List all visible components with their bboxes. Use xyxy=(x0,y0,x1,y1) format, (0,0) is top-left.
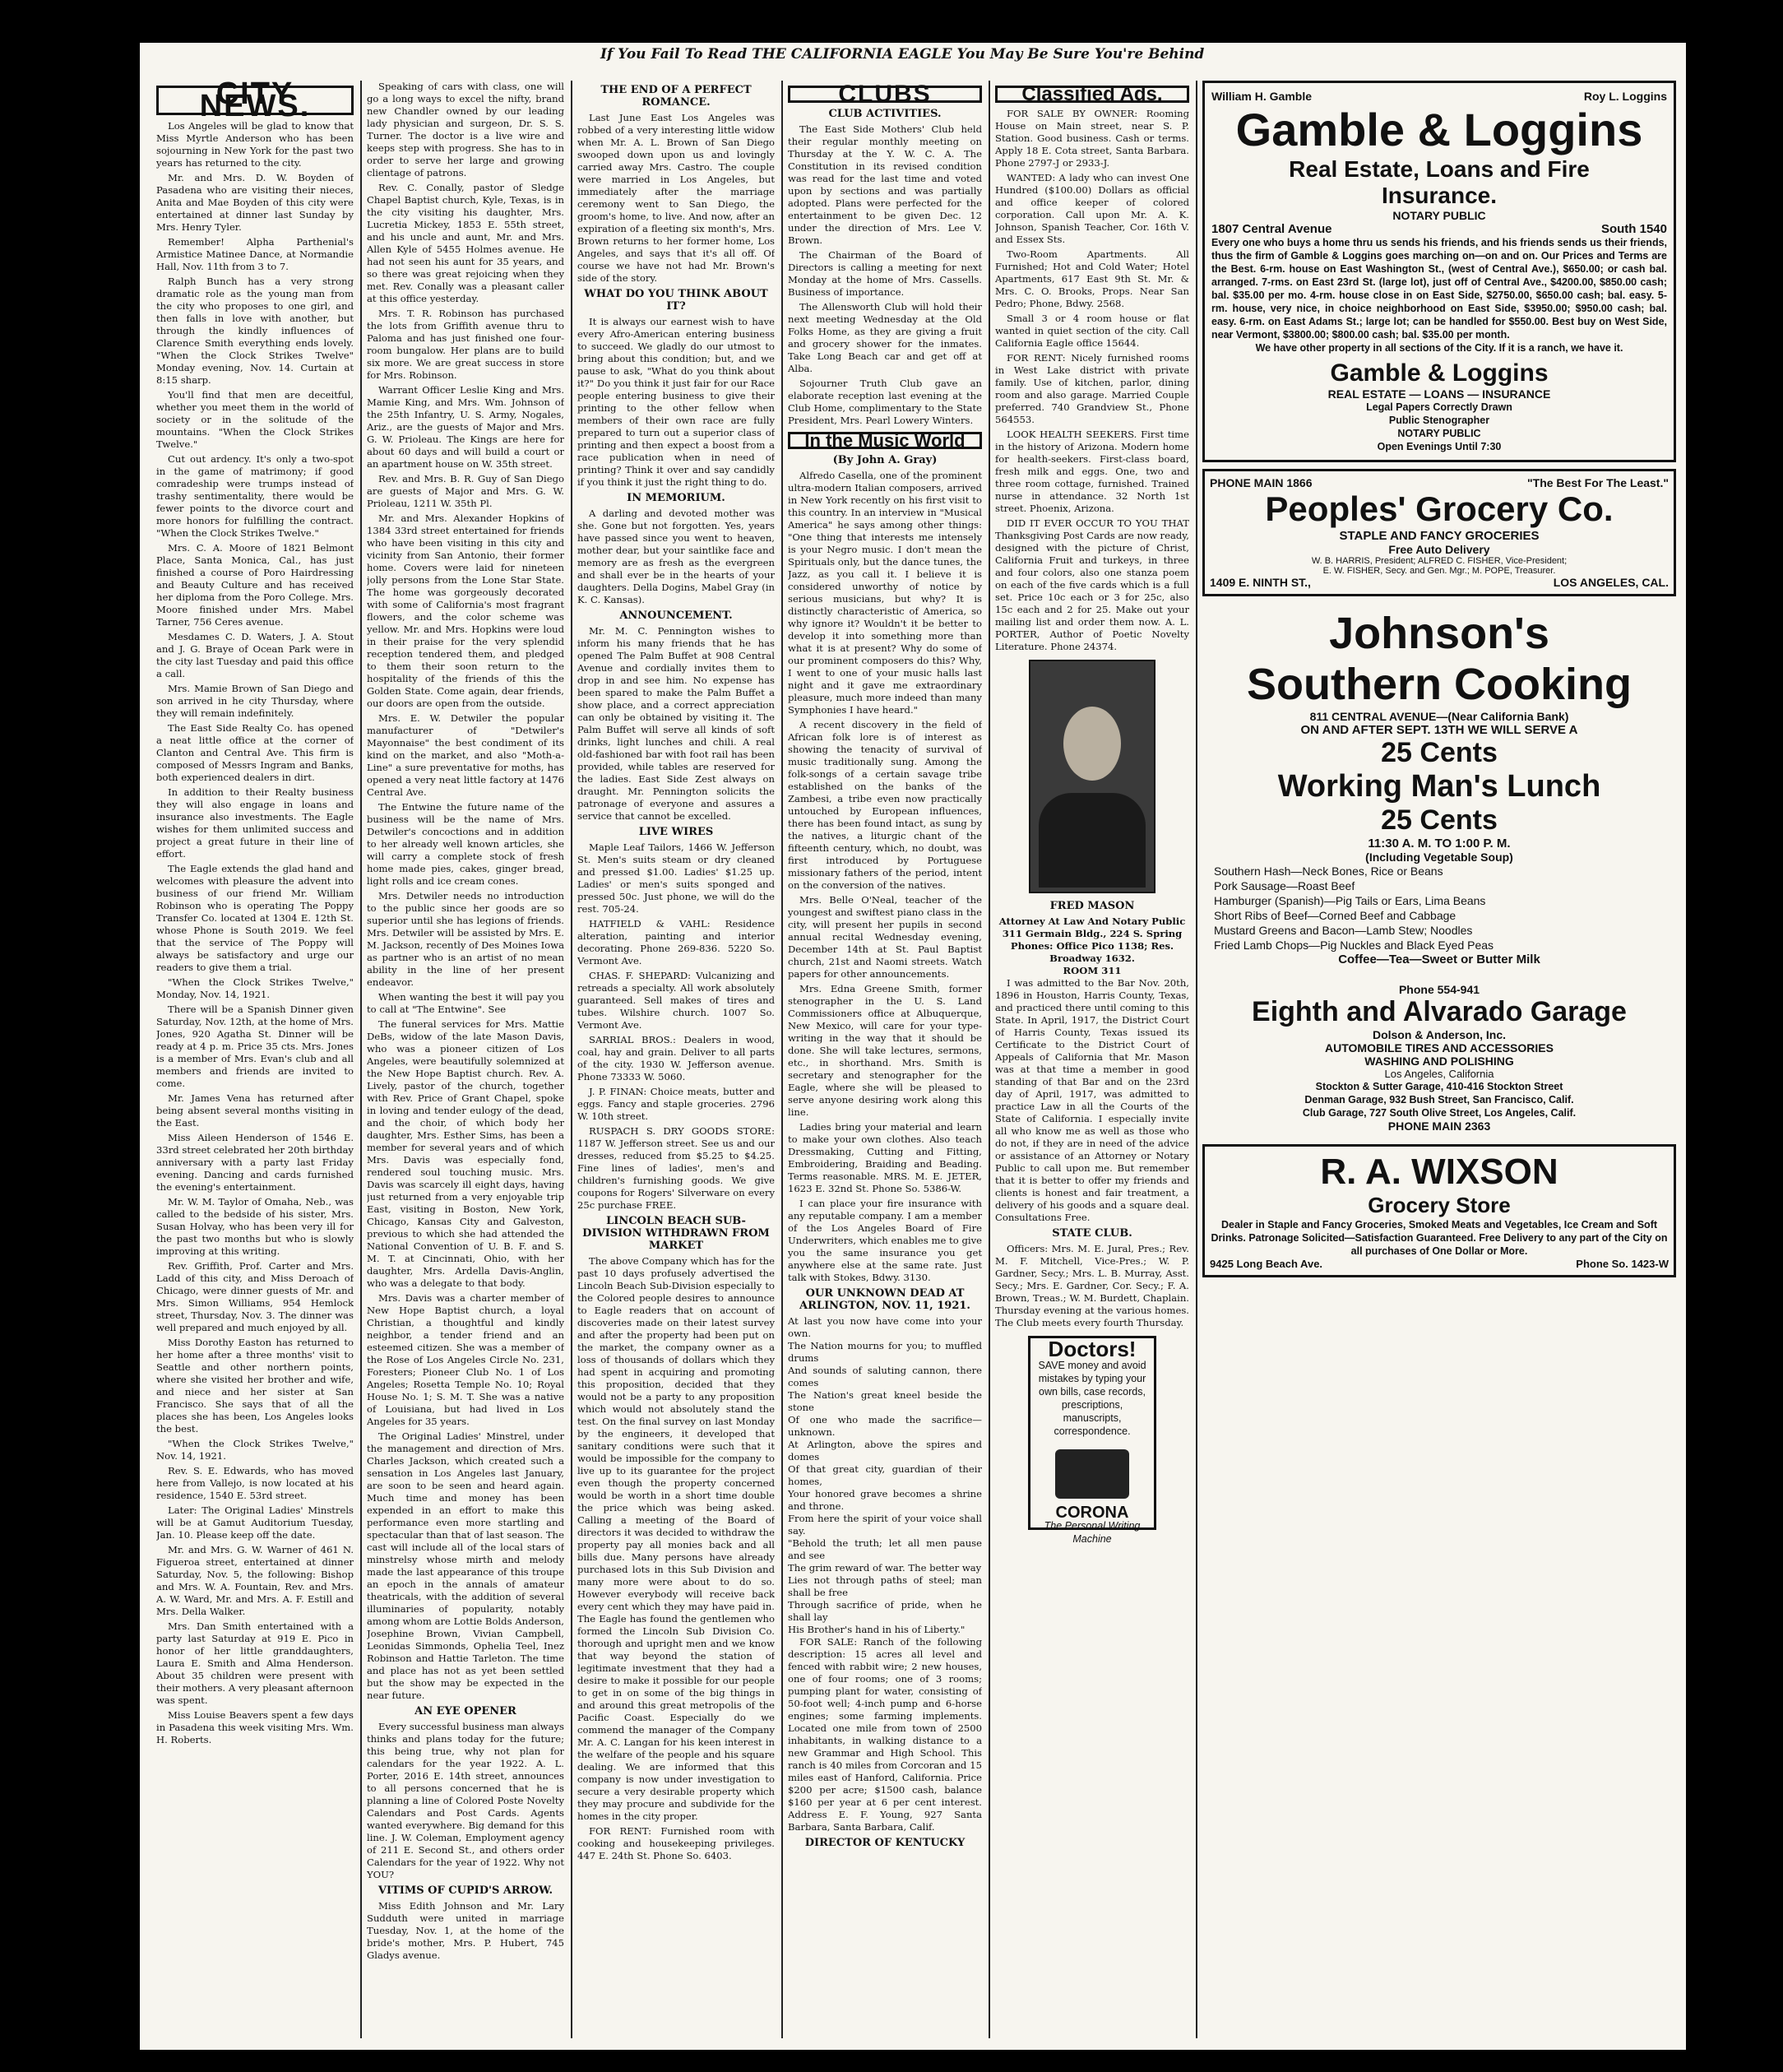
menu-item: Mustard Greens and Bacon—Lamb Stew; Noodles xyxy=(1214,924,1473,937)
menu-item: Hamburger (Spanish)—Pig Tails or Ears, Lima Beans xyxy=(1214,894,1486,907)
gamble-subtitle2: Insurance. xyxy=(1381,183,1498,208)
memoriam-text: A darling and devoted mother was she. Gone but not forgotten. Yes, years have passed since you went to heaven, mother dear, but your saintlike face and memory are as fresh as the evergreen and shall ever be in the hearts of your daughters. Della Dogins, Mabel Gray (in K. C. Kansas). xyxy=(577,508,775,605)
classified-column xyxy=(995,81,1189,2038)
gamble-footer-item: Public Stenographer xyxy=(1388,415,1490,426)
news-item: Mr. James Vena has returned after being absent several months visiting in the East. xyxy=(156,1092,354,1129)
johnson-price1: 25 Cents xyxy=(1381,737,1498,768)
news-item: Later: The Original Ladies' Minstrels will be at Gamut Auditorium Tuesday, Jan. 10. Please keep off the date. xyxy=(156,1504,354,1541)
for-rent-text: FOR RENT: Furnished room with cooking and housekeeping privileges. 447 E. 24th St. Phone So. 6403. xyxy=(577,1825,775,1861)
news-item: Rev. S. E. Edwards, who has moved here from Vallejo, is now located at his residence, 1540 E. 53rd street. xyxy=(156,1465,354,1501)
peoples-delivery: Free Auto Delivery xyxy=(1388,543,1490,556)
news-item: Mrs. Detwiler needs no introduction to the public since her goods are so superior until she has legions of friends. Mrs. Detwiler will be assisted by Mrs. E. M. Jackson, recently of Des Moines Iowa as partner who is an artist of no mean ability in the line of her present endeavor. xyxy=(367,890,564,988)
classified-ad: Two-Room Apartments. All Furnished; Hot and Cold Water; Hotel Apartments, 617 East 9th St. Mr. & Mrs. C. O. Brooks, Props. Near San Pedro; Phone, Bdwy. 2568. xyxy=(995,248,1189,309)
news-item: In addition to their Realty business they will also engage in loans and insurance also investments. The Eagle wishes for them unlimited success and project a great future in their line of effort. xyxy=(156,786,354,860)
news-item: "When the Clock Strikes Twelve," Monday, Nov. 14, 1921. xyxy=(156,976,354,1000)
music-item: Mrs. Belle O'Neal, teacher of the youngest and swiftest piano class in the city, will present her pupils in second annual recital Wednesday evening, December 14th at St. Paul Baptist church, 21st and Naomi streets. Watch papers for other announcements. xyxy=(788,894,982,980)
johnson-menu xyxy=(1207,864,1671,953)
classified-ad: FOR SALE BY OWNER: Rooming House on Main street, near S. P. Station. Good business. Cash or terms. Apply 18 E. Cota street, Santa Barbara. Phone 2797-J or 2933-J. xyxy=(995,108,1189,169)
johnson-cooking-ad xyxy=(1202,603,1676,971)
column-rule xyxy=(1196,81,1197,2038)
column-rule xyxy=(571,81,572,2038)
classified-ads xyxy=(995,108,1189,653)
gamble-phone: South 1540 xyxy=(1600,222,1667,236)
classified-ad: DID IT EVER OCCUR TO YOU THAT Thanksgiving Post Cards are now ready, designed with the picture of Christ, California Fruit and turkeys, in three and four colors, also one stanza poem on each of the five cards which is a full set. Price 10c each or 3 for 25c, also 15c each and 2 for 25. Make out your mailing list and order them now. A. L. PORTER, Author of Poetic Novelty Literature. Phone 24374. xyxy=(995,517,1189,652)
caption-line: Phones: Office Pico 1138; Res. xyxy=(1010,940,1174,952)
club-item: The Allensworth Club will hold their next meeting Wednesday at the Old Folks Home, as they are giving a fruit and grocery shower for the inmates. Take Long Beach car and get off at Alba. xyxy=(788,301,982,374)
gamble-footer-lines xyxy=(1211,401,1667,453)
news-item: You'll find that men are deceitful, whether you meet them in the world of society or in the solitude of the mountains. "When the Clock Strikes Twelve." xyxy=(156,389,354,450)
gamble-footer-item: NOTARY PUBLIC xyxy=(1397,428,1481,439)
news-item: Mesdames C. D. Waters, J. A. Stout and J. G. Braye of Ocean Park were in the city last Tuesday and paid this office a call. xyxy=(156,631,354,679)
news-item: Warrant Officer Leslie King and Mrs. Mamie King, and Mrs. Wm. Johnson of the 25th Infantry, U. S. Army, Nogales, Ariz., are the guests of Major and Mrs. G. W. Prioleau. The Kings are here for about 60 days and will build a court or an apartment house on W. 35th street. xyxy=(367,384,564,470)
news-item: Mrs. E. W. Detwiler the popular manufacturer of "Detwiler's Mayonnaise" the best condiment of its kind on the market, and also "Moth-a-Line" a sure preventative for moths, has opened a very neat little factory at 1476 Central Ave. xyxy=(367,712,564,798)
poem-line: The Nation's great kneel beside the stone xyxy=(788,1389,982,1413)
peoples-address: 1409 E. NINTH ST., xyxy=(1210,576,1311,589)
garage-branch: Stockton & Sutter Garage, 410-416 Stockton Street xyxy=(1315,1081,1563,1092)
ranch-for-sale: FOR SALE: Ranch of the following description: 15 acres all level and fenced with rabbit wire; 2 new houses, one of four rooms; one of 3 rooms; pumping plant for water, consisting of 50-foot well; 4-inch pump and 6-horse engines; some farming implements. Located one mile from town of 2500 inhabitants, in walking distance to a new Grammar and High School. This ranch is 40 miles from Corcoran and 15 miles east of Hanford, California. Price $200 per acre; $1500 cash, balance $160 per year at 6 per cent interest. Address E. F. Young, 927 Santa Barbara, Santa Barbara, Calif. xyxy=(788,1636,982,1833)
poem-line: His Brother's hand in his of Liberty." xyxy=(788,1624,966,1635)
news-item: There will be a Spanish Dinner given Saturday, Nov. 12th, at the home of Mrs. Jones, 920 Agatha St. Dinner will be ready at 4 p. m. Price 35 cts. Mrs. Jones is a member of Mrs. Evan's club and all members and friends are invited to come. xyxy=(156,1004,354,1089)
caption-line: 311 Germain Bldg., 224 S. Spring xyxy=(1002,928,1183,939)
announcement-heading: ANNOUNCEMENT. xyxy=(619,610,733,622)
news-item: Ralph Bunch has a very strong dramatic role as the young man from the city who proposes to one girl, and then falls in love with another, but through the kindly influences of Clarence Smith everything ends lovely. "When the Clock Strikes Twelve" Monday evening, Nov. 14. Curtain at 8:15 sharp. xyxy=(156,276,354,386)
live-wire-item: J. P. FINAN: Choice meats, butter and eggs. Fancy and staple groceries. 2796 W. 10th street. xyxy=(577,1086,775,1122)
news-item: The Original Ladies' Minstrel, under the management and direction of Mrs. Charles Jackson, which created such a sensation in Los Angeles last January, are soon to be seen and heard again. Much time and money has been expended in an effort to make this performance even more startling and spectacular than that of last season. The cast will include all of the local stars of minstrelsy whose mirth and melody made the last appearance of this troupe an epoch in the annals of amateur theatricals, with the addition of several illuminaries of popularity, notably among whom are Lottie Bolds Anderson, Josephine Brown, Vivian Campbell, Leonidas Simmonds, Ophelia Teel, Inez Robinson and Hattie Tarleton. The time and place has not as yet been settled but the show may be expected in the near future. xyxy=(367,1430,564,1701)
gamble-name: William H. Gamble xyxy=(1211,90,1313,103)
lincoln-beach-heading: LINCOLN BEACH SUB-DIVISION WITHDRAWN FROM MARKET xyxy=(582,1215,770,1252)
garage-branch: Club Garage, 727 South Olive Street, Los Angeles, Calif. xyxy=(1302,1107,1577,1119)
eye-opener-heading: AN EYE OPENER xyxy=(414,1705,516,1717)
news-item: Miss Dorothy Easton has returned to her home after a three months' visit to Seattle and other northern points, where she visited her brother and wife, and niece and her sister at San Francisco. She says that of all the places she has been, Los Angeles looks the best. xyxy=(156,1337,354,1435)
johnson-title2: Southern Cooking xyxy=(1247,660,1632,709)
gamble-footer-line: REAL ESTATE — LOANS — INSURANCE xyxy=(1327,387,1551,401)
garage-branch: Denman Garage, 932 Bush Street, San Francisco, Calif. xyxy=(1304,1094,1574,1106)
news-item: Speaking of cars with class, one will go a long ways to excel the nifty, brand new Chandler owned by our leading lady physician and surgeon, Dr. S. S. Turner. The doctor is a live wire and keeps step with progress. She has to in order to serve her large and growing clientage of patrons. xyxy=(367,81,564,178)
gamble-loggins-ad xyxy=(1202,81,1676,462)
memoriam-heading: IN MEMORIUM. xyxy=(627,492,725,504)
cupid-heading: VITIMS OF CUPID'S ARROW. xyxy=(377,1884,553,1897)
unknown-dead-heading: OUR UNKNOWN DEAD AT ARLINGTON, NOV. 11, 1921. xyxy=(799,1287,970,1312)
live-wire-item: Maple Leaf Tailors, 1466 W. Jefferson St. Men's suits steam or dry cleaned and pressed $1.00. Ladies' $1.25 up. Ladies' or men's suits sponged and pressed 50c. Just phone, we will do the rest. 705-24. xyxy=(577,841,775,915)
wixson-title: R. A. WIXSON xyxy=(1320,1152,1558,1192)
club-item: The Chairman of the Board of Directors is calling a meeting for next Monday at the home of Mrs. Cassells. Business of importance. xyxy=(788,249,982,298)
news-item: Los Angeles will be glad to know that Miss Myrtle Anderson who has been sojourning in New York for the past two years has returned to the city. xyxy=(156,120,354,169)
clubs-paragraphs xyxy=(788,123,982,427)
news-item: Mrs. Mamie Brown of San Diego and son arrived in he city Thursday, where they will remain indefinitely. xyxy=(156,683,354,719)
live-wire-item: CHAS. F. SHEPARD: Vulcanizing and retreads a specialty. All work absolutely guaranteed. Sell makes of tires and tubes. Wilshire church. 1007 So. Vermont Ave. xyxy=(577,970,775,1031)
typewriter-icon xyxy=(1055,1449,1129,1499)
johnson-hours: 11:30 A. M. TO 1:00 P. M. xyxy=(1368,837,1511,851)
live-wires-heading: LIVE WIRES xyxy=(638,826,714,838)
peoples-officers2: E. W. FISHER, Secy. and Gen. Mgr.; M. POPE, Treasurer. xyxy=(1322,566,1556,576)
city-news-heading: CITY NEWS. xyxy=(156,86,354,115)
poem-line: Of that great city, guardian of their homes, xyxy=(788,1463,982,1487)
city-news-column xyxy=(156,81,354,2038)
caption-line: Attorney At Law And Notary Public xyxy=(998,915,1186,927)
peoples-officers1: W. B. HARRIS, President; ALFRED C. FISHER, Vice-President; xyxy=(1311,556,1568,566)
news-item: Rev. and Mrs. B. R. Guy of San Diego are guests of Major and Mrs. G. W. Prioleau, 1211 W. 35th Pl. xyxy=(367,473,564,509)
classified-ad: WANTED: A lady who can invest One Hundred ($100.00) Dollars as official and office keeper of colored corporation. Call upon Mr. A. K. Johnson, Spanish Teacher, Cor. 16th V. and Essex Sts. xyxy=(995,172,1189,245)
city-news-paragraphs xyxy=(156,120,354,1746)
classified-ad: FOR RENT: Nicely furnished rooms in West Lake district with private family. Use of kitchen, parlor, dining room and also garage. Married Couple preferred. 740 Grandview St., Phone 564553. xyxy=(995,352,1189,425)
music-byline: (By John A. Gray) xyxy=(832,454,938,466)
music-paragraphs xyxy=(788,470,982,1284)
newspaper-page xyxy=(140,43,1686,2050)
poem-line: At last you now have come into your own. xyxy=(788,1315,982,1339)
news-item: The Eagle extends the glad hand and welcomes with pleasure the advent into business of our friend Mr. William Robinson who is operating The Poppy Transfer Co. located at 1304 E. 12th St. whose Phone is South 2019. We feel that the service of The Poppy will always be satisfactory and urge our readers to give them a trial. xyxy=(156,863,354,973)
gamble-subtitle: Real Estate, Loans and Fire xyxy=(1289,156,1590,182)
music-world-heading: In the Music World xyxy=(788,432,982,449)
clubs-column xyxy=(788,81,982,2038)
mason-text: I was admitted to the Bar Nov. 20th, 1896 in Houston, Harris County, Texas, and practiced there until coming to this State. In April, 1917, the District Court of Harris County, Texas issued its Certificate to the District Court of Appeals of California that Mr. Mason was at that time a member in good standing of that Bar and on the 23rd day of April, 1917, was admitted to practice Law in all the Courts of the State of California. I especially invite all who know me as well as those who do not, if they are in need of the advice or assistance of an Attorney or Notary Public to call upon me. But remember that it is better to offer my friends and clients is honest and fair treatment, a delivery of his goods and a square deal. Consultations Free. xyxy=(995,977,1189,1223)
garage-phone: Phone 554-941 xyxy=(1398,983,1480,996)
news-item: Miss Aileen Henderson of 1546 E. 33rd street celebrated her 20th birthday anniversary with a party last Friday evening. Dancing and cards furnished the evening's entertainment. xyxy=(156,1132,354,1193)
ads-column xyxy=(1202,81,1676,2038)
news-item: The Entwine the future name of the business will be the name of Mrs. Detwiler's concoctions and in addition to her already well known articles, she will carry a complete stock of fresh home made pies, cakes, ginger bread, light rolls and ice cream cones. xyxy=(367,801,564,887)
music-item: I can place your fire insurance with any reputable company. I am a member of the Los Angeles Board of Fire Underwriters, which enables me to give you the same insurance you get anywhere else at the same rate. Just talk with Stokes, Bdwy. 3130. xyxy=(788,1198,982,1283)
news-item: Cut out ardency. It's only a two-spot in the game of matrimony; if good comradeship were trumps instead of trashy sentimentality, there would be fewer points to the divorce court and more honors for fulfilling the contract. "When the Clock Strikes Twelve." xyxy=(156,453,354,539)
poem-line: Of one who made the sacrifice—unknown. xyxy=(788,1414,982,1438)
news-item: Mr. and Mrs. Alexander Hopkins of 1384 33rd street entertained for friends who have been visiting in this city and vicinity from San Antonio, their former home. Covers were laid for nineteen jolly persons from the Lone Star State. The home was gorgeously decorated with some of California's most fragrant flowers, and the color scheme was yellow. Mr. and Mrs. Hopkins were loud in their praise for the very splendid reception tendered them, and pledged to them their soon return to the hospitality of the friends of this the Golden State. Come again, dear friends, our doors are open from the outside. xyxy=(367,512,564,709)
menu-item: Pork Sausage—Roast Beef xyxy=(1214,879,1355,892)
corona-text: SAVE money and avoid mistakes by typing your own bills, case records, prescriptions, manuscripts, correspondence. xyxy=(1038,1360,1146,1437)
state-club-heading: STATE CLUB. xyxy=(1052,1227,1132,1240)
garage-ad xyxy=(1202,978,1676,1138)
poem xyxy=(788,1315,982,1636)
classified-ad: LOOK HEALTH SEEKERS. First time in the history of Arizona. Modern home for health-seekers. First-class board, fresh milk and eggs. One, two and three room cottage, furnished. Trained nurse in attendance. 32 North 1st street. Phoenix, Arizona. xyxy=(995,429,1189,514)
gamble-notary: NOTARY PUBLIC xyxy=(1392,209,1486,222)
notices-column xyxy=(577,81,775,2038)
wixson-ad xyxy=(1202,1144,1676,1277)
corona-title: Doctors! xyxy=(1048,1337,1137,1361)
caption-line: ROOM 311 xyxy=(1063,965,1122,976)
poem-line: "Behold the truth; let all men pause and see xyxy=(788,1537,982,1561)
johnson-price2: 25 Cents xyxy=(1381,804,1498,836)
corona-ad xyxy=(1028,1336,1156,1545)
johnson-address: 811 CENTRAL AVENUE—(Near California Bank) xyxy=(1309,710,1569,723)
corona-brand: CORONA xyxy=(1055,1504,1129,1522)
club-item: The East Side Mothers' Club held their regular monthly meeting on Thursday at the Y. W. C. A. The Constitution in its revised condition was read for the last time and voted upon by sections and was partially adopted. Plans were perfected for the entertainment to be given Dec. 12 under the direction of Mrs. Lee V. Brown. xyxy=(788,123,982,246)
fred-mason-photo xyxy=(1029,660,1155,893)
news-item: Rev. Griffith, Prof. Carter and Mrs. Ladd of this city, and Miss Deroach of Chicago, were dinner guests of Mr. and Mrs. Simon Williams, 954 Hemlock street, Thursday, Nov. 3. The dinner was well prepared and much enjoyed by all. xyxy=(156,1260,354,1333)
masthead-line: If You Fail To Read THE CALIFORNIA EAGLE You May Be Sure You're Behind xyxy=(600,46,1205,63)
gamble-body: Every one who buys a home thru us sends his friends, and his friends sends us their friends, thus the firm of Gamble & Loggins goes marching on—on and on. Our Prices and Terms are the Best. 6-rm. house on East Washington St., (west of Central Ave.), $650.00; or cash bal. arranged. 7-rms. on East 23rd St. (large lot), just off of Central Ave., $4200.00, $850.00 cash; bal. $35.00 per mo. 4-rm. house close in on East Side, $2750.00, $650.00 cash; bal. easy. 5-rm. house, very nice, in choice neighborhood on East Side, $3950.00; $950.00 cash; bal. easy. 6-rm. on East Adams St.; large lot; can be handled for $550.00. Best buy on West Side, near Vermont, $3800.00; $800.00 cash; bal. $35.00 per month. xyxy=(1211,237,1667,341)
announcement-text: Mr. M. C. Pennington wishes to inform his many friends that he has opened The Palm Buffet at 908 Central Avenue and cordially invites them to drop in and see him. No expense has been spared to make the Palm Buffet a show place, and a correct appreciation can only be obtained by visiting it. The Palm Buffet will serve all kinds of soft drinks, light lunches and chili. A real old-fashioned bar with foot rail has been provided, while tables are reserved for the ladies. East Side Zest always on draught. Mr. Pennington solicits the patronage of everyone and assures a service that cannot be excelled. xyxy=(577,625,775,822)
gamble-address: 1807 Central Avenue xyxy=(1211,222,1332,236)
menu-item: Southern Hash—Neck Bones, Rice or Beans xyxy=(1214,864,1443,878)
news-item: Remember! Alpha Parthenial's Armistice Matinee Dance, at Normandie Hall, Nov. 11th from 3 to 7. xyxy=(156,236,354,272)
news-item: Mrs. Dan Smith entertained with a party last Saturday at 919 E. Pico in honor of her little granddaughters, Laura E. Smith and Alma Henderson. About 35 children were present with their mothers. A very pleasant afternoon was spent. xyxy=(156,1620,354,1706)
poem-line: Your honored grave becomes a shrine and throne. xyxy=(788,1488,982,1512)
cupid-text: Miss Edith Johnson and Mr. Lary Sudduth were united in marriage Tuesday, Nov. 1, at the home of the bride's mother, Mrs. P. Hubert, 745 Gladys avenue. xyxy=(367,1900,564,1961)
garage-line1: AUTOMOBILE TIRES AND ACCESSORIES xyxy=(1325,1041,1554,1055)
club-activities-heading: CLUB ACTIVITIES. xyxy=(828,108,942,120)
poem-line: Through sacrifice of pride, when he shall lay xyxy=(788,1599,982,1623)
menu-item: Fried Lamb Chops—Pig Nuckles and Black Eyed Peas xyxy=(1214,939,1494,952)
news-item: Mrs. T. R. Robinson has purchased the lots from Griffith avenue thru to Paloma and has just finished one four-room bungalow. Her plans are to build six more. We are great success in store for Mrs. Robinson. xyxy=(367,308,564,381)
gamble-closing: We have other property in all sections of the City. If it is a ranch, we have it. xyxy=(1255,342,1623,354)
music-item: Mrs. Edna Greene Smith, former stenographer in the U. S. Land Commissioners office at Albuquerque, New Mexico, will care for your type-writing in the way that it should be done. She will take lectures, sermons, etc., in shorthand. Mrs. Smith is secretary and stenographer for the Eagle, where she will be pleased to serve anyone desiring work along this line. xyxy=(788,983,982,1118)
state-club-text: Officers: Mrs. M. E. Jural, Pres.; Rev. M. F. Mitchell, Vice-Pres.; W. P. Gardner, Secy.; Mrs. L. B. Murray, Asst. Secy.; Mrs. E. Gardner, Cor. Secy.; F. A. Brown, Treas.; W. M. Burdett, Chaplain. Thursday evening at the various homes. The Club meets every fourth Thursday. xyxy=(995,1243,1189,1328)
wixson-phone: Phone So. 1423-W xyxy=(1576,1258,1669,1270)
garage-main-phone: PHONE MAIN 2363 xyxy=(1387,1119,1491,1133)
loggins-name: Roy L. Loggins xyxy=(1583,90,1667,103)
news-item: Mr. and Mrs. D. W. Boyden of Pasadena who are visiting their nieces, Anita and Mae Boyden of this city were entertained at dinner last Sunday by Mrs. Henry Tyler. xyxy=(156,172,354,233)
peoples-sub: STAPLE AND FANCY GROCERIES xyxy=(1339,529,1540,543)
music-item: A recent discovery in the field of African folk lore is of interest as showing the tenacity of survival of music traditionally sung. Among the folk-songs of a certain savage tribe established on the banks of the Zambesi, a tribe even now practically untouched by European influences, there has been found intact, as sung by the natives, a liturgic chant of the fifteenth century, which, no doubt, was first introduced by Portuguese missionary fathers of the period, intent on the conversion of the natives. xyxy=(788,719,982,891)
classified-heading: Classified Ads. xyxy=(995,86,1189,103)
johnson-drinks: Coffee—Tea—Sweet or Butter Milk xyxy=(1338,953,1540,966)
garage-owners: Dolson & Anderson, Inc. xyxy=(1372,1028,1507,1041)
garage-city: Los Angeles, California xyxy=(1384,1068,1494,1080)
caption-line: Broadway 1632. xyxy=(1049,953,1135,964)
wixson-body: Dealer in Staple and Fancy Groceries, Smoked Meats and Vegetables, Ice Cream and Soft Drinks. Patronage Solicited—Satisfaction Guaranteed. Free Delivery to any part of the City on all purchases of One Dollar or More. xyxy=(1211,1219,1668,1257)
gamble-footer-title: Gamble & Loggins xyxy=(1330,359,1549,387)
news-item: Miss Louise Beavers spent a few days in Pasadena this week visiting Mrs. Wm. H. Roberts. xyxy=(156,1709,354,1745)
menu-item: Short Ribs of Beef—Corned Beef and Cabbage xyxy=(1214,909,1457,922)
live-wire-item: SARRIAL BROS.: Dealers in wood, coal, hay and grain. Deliver to all parts of the city. 1930 W. Jefferson avenue. Phone 73333 W. 5060. xyxy=(577,1034,775,1082)
gamble-footer-item: Legal Papers Correctly Drawn xyxy=(1366,401,1512,413)
music-item: Ladies bring your material and learn to make your own clothes. Also teach Dressmaking, Cutting and Fitting, Embroidering, Braiding and Beading. Terms reasonable. MRS. M. E. JETER, 1623 E. 32nd St. Phone So. 5386-W. xyxy=(788,1121,982,1194)
garage-title: Eighth and Alvarado Garage xyxy=(1252,996,1627,1027)
romance-heading: THE END OF A PERFECT ROMANCE. xyxy=(600,84,752,109)
peoples-slogan: "The Best For The Least." xyxy=(1527,476,1669,489)
music-item: Alfredo Casella, one of the prominent ultra-modern Italian composers, arrived in New York recently on his first visit to this country. In an interview in "Musical America" he says among other things: "One thing that interests me intensely is your Negro music. I don't mean the Spirituals only, but the dance tunes, the Jazz, as you call it. I believe it is considered unworthy of notice by serious musicians, but why? It is distinctly characteristic of America, so why ignore it? Wouldn't it be better to develop it into something more than what it is at present? Why do some of our prominent composers do this? Why, I went to one of your music halls last night and it gave me extraordinary pleasure, much more indeed than many Symphonies I have heard." xyxy=(788,470,982,716)
news-item: Mrs. C. A. Moore of 1821 Belmont Place, Santa Monica, Cal., has just finished a course of Poro Hairdressing and Beauty Culture and has received her diploma from the Poro College. Mrs. Moore finished under Mrs. Mabel Tarner, 756 Ceres avenue. xyxy=(156,542,354,628)
column-rule xyxy=(360,81,362,2038)
poem-line: And sounds of saluting cannon, there comes xyxy=(788,1365,982,1388)
lincoln-beach-text: The above Company which has for the past 10 days profusely advertised the Lincoln Beach Sub-Division especially to the Colored people desires to announce to Eagle readers that on account of discoveries made on their latest survey and after the property had been put on the market, the company owner as a loss of thousands of dollars which they had spent in acquiring and promoting this proposition, decided that they would not be a party to any proposition which would not absolutely stand the test. On the final survey on last Monday by the engineers, it developed that sanitary conditions were such that it would be impossible for the company to live up to its guarantee for the project even though the property concerned would be worth in a short time double the price which was being asked. Calling a meeting of the Board of directors it was decided to withdraw the property pay all monies back and all bills due. Many persons have already purchased lots in this Sub Division and many more were about to do so. However everybody will receive back every cent which they may have paid in. The Eagle has found the gentlemen who formed the Lincoln Sub Division Co. thorough and upright men and we know that way beyond the station of legitimate investment that they had a desire to make it possible for our people to get in on some of the big things in and around this great metropolis of the Pacific Coast. Especially do we commend the manager of the Company Mr. A. C. Langan for his keen interest in the welfare of the people and his square dealing. We are informed that this company is now under investigation to secure a very desirable property which they may procure and subdivide for the homes in the city proper. xyxy=(577,1255,775,1822)
johnson-title1: Johnson's xyxy=(1329,609,1549,658)
wixson-address: 9425 Long Beach Ave. xyxy=(1210,1258,1323,1270)
johnson-lunch: Working Man's Lunch xyxy=(1277,769,1601,804)
garage-branches xyxy=(1207,1080,1671,1119)
wixson-sub: Grocery Store xyxy=(1368,1193,1511,1217)
gamble-title: Gamble & Loggins xyxy=(1235,104,1643,155)
column-rule xyxy=(989,81,990,2038)
poem-line: The Nation mourns for you; to muffled drums xyxy=(788,1340,982,1364)
news-item: When wanting the best it will pay you to call at "The Entwine". See xyxy=(367,991,564,1015)
peoples-grocery-ad xyxy=(1202,469,1676,596)
poem-line: From here the spirit of your voice shall say. xyxy=(788,1513,982,1537)
photo-name: FRED MASON xyxy=(1049,900,1135,912)
society-column xyxy=(367,81,564,2038)
news-item: "When the Clock Strikes Twelve," Nov. 14, 1921. xyxy=(156,1438,354,1462)
romance-text: Last June East Los Angeles was robbed of a very interesting little widow when Mr. A. L. Brown of San Diego swooped down upon us and lovingly carried away Mrs. Castro. The couple were married in Los Angeles, but immediately after the marriage ceremony went to San Diego, the groom's home, to live. And now, after an expiration of a fleeting six month's, Mrs. Brown returns to her former home, Los Angeles, and says that it's all off. Of course we have not had Mr. Brown's side of the story. xyxy=(577,112,775,284)
news-item: The funeral services for Mrs. Mattie DeBs, widow of the late Mason Davis, who was a pioneer citizen of Los Angeles, were beautifully solemnized at the New Hope Baptist church. Rev. A. Lively, pastor of the church, together with Rev. Price of Grant Chapel, spoke in loving and tender eulogy of the dead, and the choir, of which body her daughter, Mrs. Esther Sims, has been a member for several years and of which Mrs. Davis was especially fond, rendered soul touching music. Mrs. Davis was scarcely ill eight days, having just returned from a very enjoyable trip East, visiting in Boston, New York, Chicago, Kansas City and Galveston, previous to which she had attended the National Convention of U. B. F. and S. M. T. at Cincinnati, Ohio, with her daughter, Mrs. Ardella Davis-Anglin, who was a delegate to that body. xyxy=(367,1018,564,1289)
column-footer: DIRECTOR OF KENTUCKY xyxy=(804,1837,966,1849)
live-wire-item: RUSPACH S. DRY GOODS STORE: 1187 W. Jefferson street. See us and our dresses, reduced from $5.25 to $4.25. Fine lines of ladies', men's and children's furnishing goods. We give coupons for Rogers' Silverware on every 25c purchase FREE. xyxy=(577,1125,775,1211)
peoples-phone: PHONE MAIN 1866 xyxy=(1210,476,1313,489)
poem-line: The grim reward of war. The better way xyxy=(788,1562,982,1574)
news-item: Mr. and Mrs. G. W. Warner of 461 N. Figueroa street, entertained at dinner Saturday, Nov. 5, the following: Bishop and Mrs. W. A. Fountain, Rev. and Mrs. A. W. Ward, Mr. and Mrs. A. F. Estill and Mrs. Della Walker. xyxy=(156,1544,354,1617)
clubs-heading: CLUBS xyxy=(788,86,982,103)
news-item: Mrs. Davis was a charter member of New Hope Baptist church, a loyal Christian, a thoughtful and kindly neighbor, a tender friend and an esteemed citizen. She was a member of the Rose of Los Angeles Circle No. 231, Foresters; Pioneer Club No. 1 of Los Angeles; Rosetta Temple No. 10; Royal House No. 1; S. M. T. She was a native of Louisiana, but had lived in Los Angeles for 35 years. xyxy=(367,1292,564,1427)
gamble-footer-item: Open Evenings Until 7:30 xyxy=(1377,441,1502,452)
news-item: Rev. C. Conally, pastor of Sledge Chapel Baptist church, Kyle, Texas, is in the city visiting his daughter, Mrs. Lucretia Mickey, 1853 E. 55th street, and his uncle and aunt, Mr. and Mrs. Allen Kyle of 5455 Holmes avenue. He had not seen his aunt for 35 years, and so there was great rejoicing when they met. Rev. Conally was a pleasant caller at this office yesterday. xyxy=(367,182,564,304)
poem-line: Lies not through paths of steel; man shall be free xyxy=(788,1574,982,1598)
column-rule xyxy=(781,81,783,2038)
peoples-city: LOS ANGELES, CAL. xyxy=(1553,576,1669,589)
society-paragraphs xyxy=(367,81,564,1702)
eye-opener-text: Every successful business man always thinks and plans today for the future; this being true, why not plan for calendars for the year 1922. A. L. Porter, 2016 E. 14th street, announces to all persons concerned that he is planning a line of Colored Poste Novelty Calendars and Post Cards. Agents wanted everywhere. Big demand for this line. J. W. Coleman, Employment agency of 211 E. Second St., and others order Calendars for the year of 1922. Why not YOU? xyxy=(367,1721,564,1880)
corona-tagline: The Personal Writing Machine xyxy=(1044,1520,1141,1545)
club-item: Sojourner Truth Club gave an elaborate reception last evening at the Club Home, complimentary to the State President, Mrs. Pearl Lowery Winters. xyxy=(788,378,982,426)
think-heading: WHAT DO YOU THINK ABOUT IT? xyxy=(584,288,768,313)
photo-caption xyxy=(995,915,1189,977)
johnson-notice: ON AND AFTER SEPT. 13TH WE WILL SERVE A xyxy=(1300,723,1578,737)
garage-line2: WASHING AND POLISHING xyxy=(1364,1055,1514,1068)
live-wire-item: HATFIELD & VAHL: Residence alteration, painting and interior decorating. Phone 269-836. 5220 So. Vermont Ave. xyxy=(577,918,775,966)
johnson-soup: (Including Vegetable Soup) xyxy=(1365,851,1513,864)
news-item: Mr. W. M. Taylor of Omaha, Neb., was called to the bedside of his sister, Mrs. Susan Holvay, who has been very ill for the past two months but who is slowly improving at this writing. xyxy=(156,1196,354,1257)
think-text: It is always our earnest wish to have every Afro-American entering business to succeed. We gladly do our utmost to bring about this condition; but, and we pause to ask, "What do you think about it?" Do you think it just fair for our Race people entering business to give their printing to the other fellow when members of their own race are fully prepared to turn out a superior class of printing and then expect a boost from a race publication when in need of printing? Think it over and say candidly if you think it just the right thing to do. xyxy=(577,316,775,488)
poem-line: At Arlington, above the spires and domes xyxy=(788,1439,982,1462)
peoples-title: Peoples' Grocery Co. xyxy=(1265,489,1614,528)
news-item: The East Side Realty Co. has opened a neat little office at the corner of Clanton and Central Ave. This firm is composed of Messrs Ingram and Banks, both experienced dealers in dirt. xyxy=(156,722,354,783)
classified-ad: Small 3 or 4 room house or flat wanted in quiet section of the city. Call California Eagle office 15644. xyxy=(995,313,1189,349)
